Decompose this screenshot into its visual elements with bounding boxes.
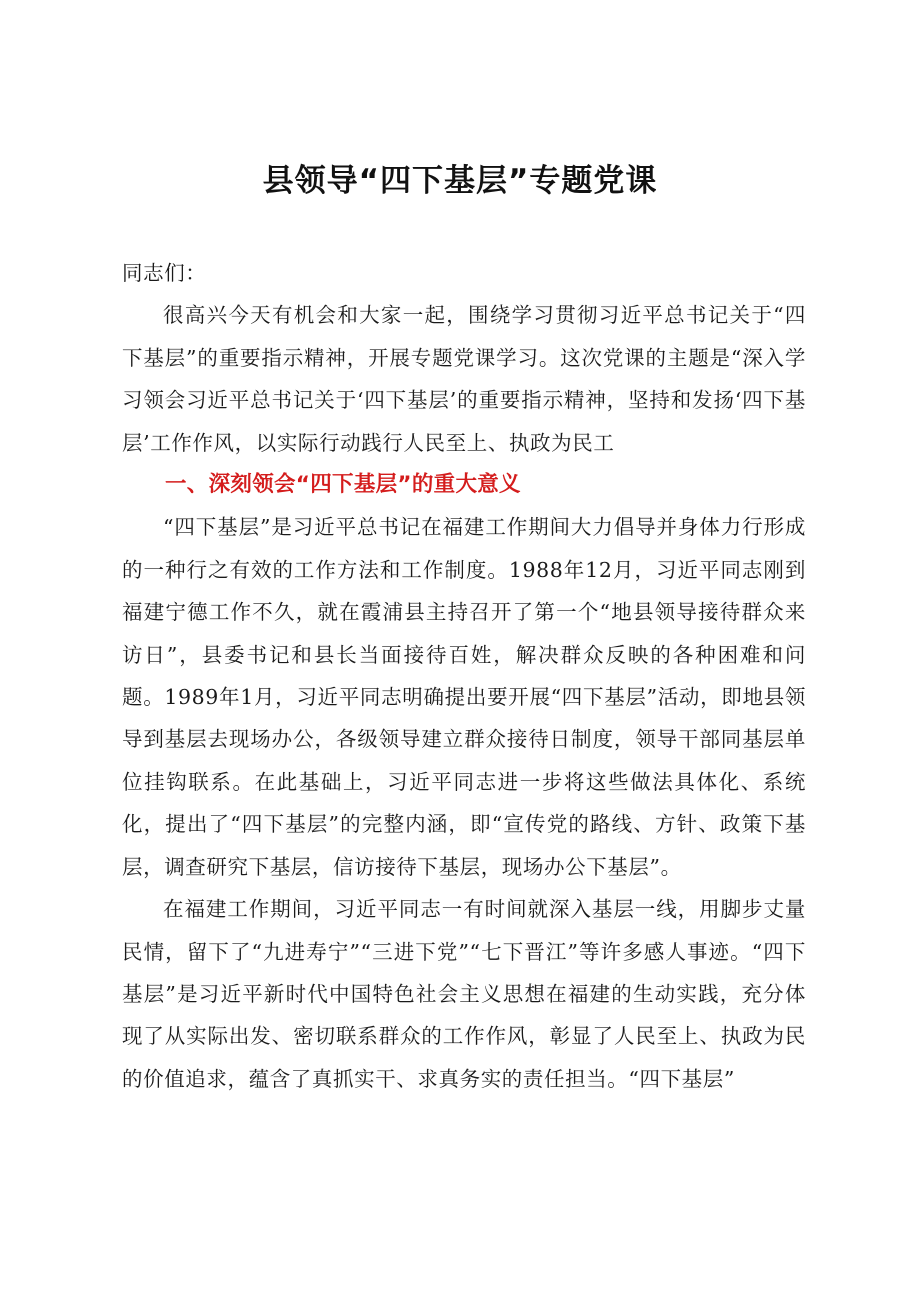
section-heading: 一、深刻领会“四下基层”的重大意义 (165, 472, 521, 498)
document-body (122, 252, 806, 1100)
document-title: 县领导“四下基层”专题党课 (262, 163, 658, 199)
intro-paragraph: 很高兴今天有机会和大家一起，围绕学习贯彻习近平总书记关于“四下基层”的重要指示精神，开展专题党课学习。这次党课的主题是“深入学习领会习近平总书记关于‘四下基层’的重要指示精神，坚持和发扬‘四下基层’工作作风，以实际行动践行人民至上、执政为民工 (122, 303, 806, 455)
salutation: 同志们： (122, 261, 207, 285)
body-paragraph: “四下基层”是习近平总书记在福建工作期间大力倡导并身体力行形成的一种行之有效的工作方法和工作制度。1988年12月，习近平同志刚到福建宁德工作不久，就在霞浦县主持召开了第一个“地县领导接待群众来访日”，县委书记和县长当面接待百姓，解决群众反映的各种困难和问题。1989年1月，习近平同志明确提出要开展“四下基层”活动，即地县领导到基层去现场办公，各级领导建立群众接待日制度，领导干部同基层单位挂钩联系。在此基础上，习近平同志进一步将这些做法具体化、系统化，提出了“四下基层”的完整内涵，即“宣传党的路线、方针、政策下基层，调查研究下基层，信访接待下基层，现场办公下基层”。 (122, 515, 806, 879)
body-paragraph: 在福建工作期间，习近平同志一有时间就深入基层一线，用脚步丈量民情，留下了“九进寿宁”“三进下党”“七下晋江”等许多感人事迹。“四下基层”是习近平新时代中国特色社会主义思想在福建的生动实践，充分体现了从实际出发、密切联系群众的工作作风，彰显了人民至上、执政为民的价值追求，蕴含了真抓实干、求真务实的责任担当。“四下基层” (122, 897, 806, 1091)
